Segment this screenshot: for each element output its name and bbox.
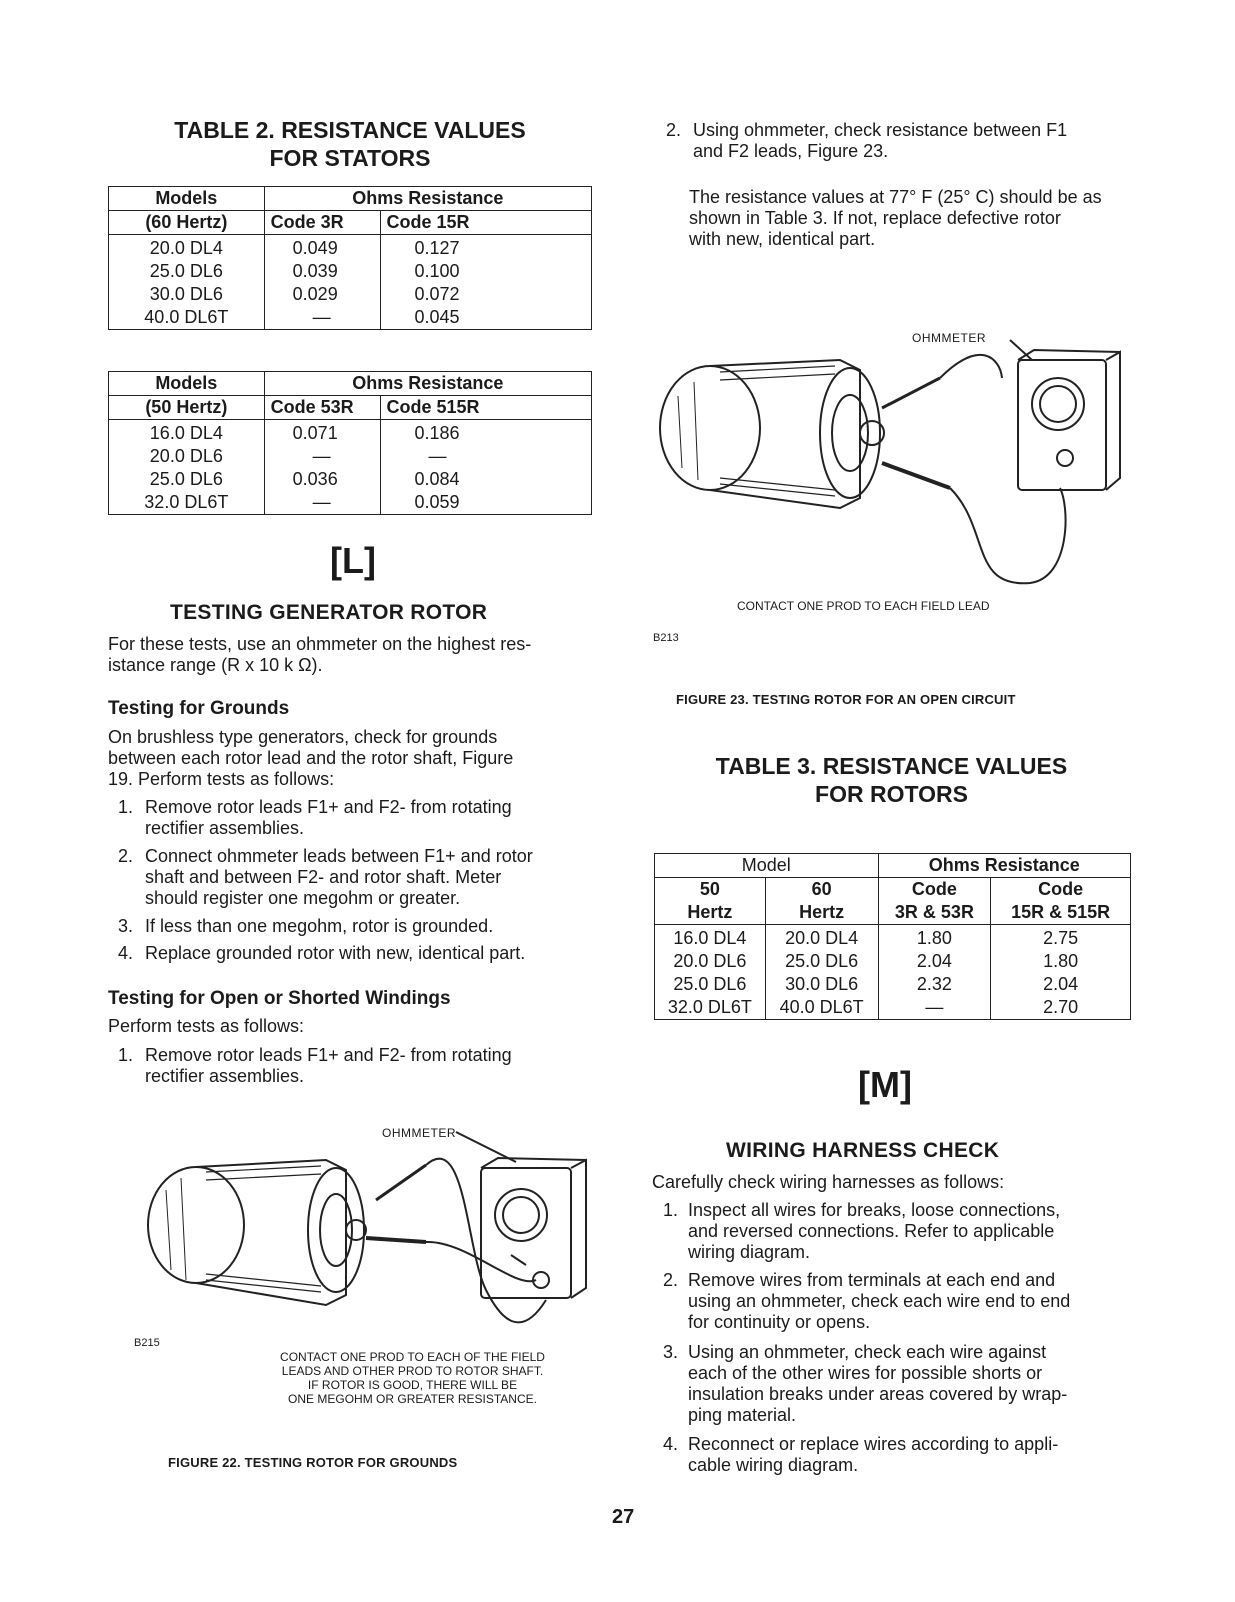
- text-line: On brushless type generators, check for grounds: [108, 727, 498, 747]
- table-row: [655, 925, 1131, 951]
- table2-title-line1: TABLE 2. RESISTANCE VALUES: [174, 117, 526, 143]
- cell: —: [264, 306, 380, 330]
- table-row: [109, 235, 592, 261]
- list-item: [118, 916, 598, 938]
- th-code-a: Code 3R: [264, 211, 380, 235]
- text-line: IF ROTOR IS GOOD, THERE WILL BE: [307, 1378, 518, 1392]
- section-marker-l: [L]: [330, 540, 376, 581]
- text-line: ONE MEGOHM OR GREATER RESISTANCE.: [288, 1392, 537, 1406]
- fig22-ohmmeter-label: OHMMETER: [382, 1126, 456, 1140]
- list-number: 2.: [663, 1270, 679, 1290]
- th-models: Models: [109, 372, 265, 396]
- grounds-heading: Testing for Grounds: [108, 698, 290, 719]
- text-line: Hertz: [687, 902, 733, 922]
- cell: 40.0 DL6T: [765, 996, 878, 1020]
- table-row: [655, 950, 1131, 973]
- fig22-rotor-ground-illustration: [126, 1130, 596, 1340]
- fig23-rotor-open-circuit-illustration: [650, 338, 1130, 588]
- text-line: Remove rotor leads F1+ and F2- from rotating: [145, 797, 512, 817]
- table-row: [109, 420, 592, 446]
- list-number: 3.: [118, 916, 134, 936]
- cell: 16.0 DL4: [655, 925, 766, 951]
- cell: 0.059: [380, 491, 592, 515]
- list-item: [666, 120, 1146, 164]
- cell: 25.0 DL6: [109, 260, 265, 283]
- text-line: rectifier assemblies.: [145, 1066, 305, 1086]
- cell: 25.0 DL6: [655, 973, 766, 996]
- th-hz: (50 Hertz): [109, 396, 265, 420]
- cell: 40.0 DL6T: [109, 306, 265, 330]
- table2-title-line2: FOR STATORS: [269, 145, 431, 171]
- list-item: [663, 1270, 1143, 1336]
- table-row: [655, 996, 1131, 1020]
- text-line: istance range (R x 10 k Ω).: [108, 655, 323, 675]
- table-row: [655, 973, 1131, 996]
- table-row: [109, 445, 592, 468]
- text-line: and reversed connections. Refer to applicable: [688, 1221, 1055, 1241]
- text-line: Replace grounded rotor with new, identical part.: [145, 943, 526, 963]
- text-line: The resistance values at 77° F (25° C) should be as: [689, 187, 1102, 207]
- text-line: 50: [699, 879, 720, 899]
- th-code-b: Code 515R: [380, 396, 592, 420]
- text-line: each of the other wires for possible shorts or: [688, 1363, 1043, 1383]
- th-code-15r: [991, 878, 1131, 925]
- cell: 30.0 DL6: [109, 283, 265, 306]
- list-item: [663, 1342, 1143, 1430]
- cell: 0.036: [264, 468, 380, 491]
- fig22-note: [240, 1350, 585, 1406]
- th-code-a: Code 53R: [264, 396, 380, 420]
- th-model: Model: [655, 854, 879, 878]
- cell: 30.0 DL6: [765, 973, 878, 996]
- cell: 25.0 DL6: [109, 468, 265, 491]
- text-line: Using an ohmmeter, check each wire against: [688, 1342, 1047, 1362]
- text-line: shaft and between F2- and rotor shaft. Meter: [145, 867, 502, 887]
- cell: —: [878, 996, 991, 1020]
- text-line: Reconnect or replace wires according to appli-: [688, 1434, 1059, 1454]
- list-item: [118, 1045, 598, 1089]
- th-code-b: Code 15R: [380, 211, 592, 235]
- cell: 20.0 DL4: [109, 235, 265, 261]
- cell: 16.0 DL4: [109, 420, 265, 446]
- cell: 0.100: [380, 260, 592, 283]
- list-number: 4.: [118, 943, 134, 963]
- cell: 0.072: [380, 283, 592, 306]
- cell: 2.04: [878, 950, 991, 973]
- harness-heading: WIRING HARNESS CHECK: [726, 1139, 1000, 1162]
- text-line: Using ohmmeter, check resistance between F1: [693, 120, 1068, 140]
- list-item: [118, 846, 598, 912]
- th-ohms: Ohms Resistance: [264, 187, 591, 211]
- cell: 32.0 DL6T: [655, 996, 766, 1020]
- text-line: insulation breaks under areas covered by wrap-: [688, 1384, 1068, 1404]
- rotor-intro: [108, 634, 531, 676]
- text-line: with new, identical part.: [689, 229, 876, 249]
- list-item: [663, 1200, 1143, 1266]
- list-item: [118, 943, 598, 965]
- cell: 0.045: [380, 306, 592, 330]
- text-line: 3R & 53R: [894, 902, 974, 922]
- fig23-caption: FIGURE 23. TESTING ROTOR FOR AN OPEN CIRCUIT: [676, 692, 1016, 707]
- list-number: 2.: [118, 846, 134, 866]
- harness-intro: Carefully check wiring harnesses as follows:: [652, 1172, 1005, 1192]
- text-line: LEADS AND OTHER PROD TO ROTOR SHAFT.: [281, 1364, 544, 1378]
- table3-title-line1: TABLE 3. RESISTANCE VALUES: [715, 753, 1068, 779]
- list-number: 3.: [663, 1342, 679, 1362]
- text-line: 15R & 515R: [1011, 902, 1111, 922]
- table2-50hz: [108, 371, 592, 515]
- th-hz: (60 Hertz): [109, 211, 265, 235]
- text-line: For these tests, use an ohmmeter on the highest res-: [108, 634, 532, 654]
- text-line: should register one megohm or greater.: [145, 888, 461, 908]
- table-row: [109, 491, 592, 515]
- fig23-ohmmeter-label: OHMMETER: [912, 331, 986, 345]
- cell: 0.127: [380, 235, 592, 261]
- text-line: CONTACT ONE PROD TO EACH OF THE FIELD: [280, 1350, 545, 1364]
- text-line: shown in Table 3. If not, replace defective rotor: [689, 208, 1061, 228]
- fig22-code: B215: [134, 1337, 160, 1349]
- text-line: between each rotor lead and the rotor shaft, Figure: [108, 748, 514, 768]
- text-line: Remove wires from terminals at each end and: [688, 1270, 1056, 1290]
- text-line: wiring diagram.: [688, 1242, 811, 1262]
- fig23-code: B213: [653, 632, 679, 644]
- cell: 0.084: [380, 468, 592, 491]
- cell: 20.0 DL6: [109, 445, 265, 468]
- cell: 32.0 DL6T: [109, 491, 265, 515]
- cell: 1.80: [878, 925, 991, 951]
- rotor-heading: TESTING GENERATOR ROTOR: [170, 601, 488, 624]
- fig23-note: CONTACT ONE PROD TO EACH FIELD LEAD: [737, 599, 990, 613]
- cell: —: [264, 491, 380, 515]
- text-line: Inspect all wires for breaks, loose connections,: [688, 1200, 1061, 1220]
- cell: —: [380, 445, 592, 468]
- cell: 0.039: [264, 260, 380, 283]
- cell: 2.32: [878, 973, 991, 996]
- text-line: Code: [1038, 879, 1084, 899]
- text-line: for continuity or opens.: [688, 1312, 871, 1332]
- th-50hz: [655, 878, 766, 925]
- text-line: using an ohmmeter, check each wire end to end: [688, 1291, 1071, 1311]
- table2-60hz: [108, 186, 592, 330]
- text-line: Connect ohmmeter leads between F1+ and rotor: [145, 846, 533, 866]
- table-row: [109, 306, 592, 330]
- cell: 1.80: [991, 950, 1131, 973]
- table-row: [109, 468, 592, 491]
- text-line: 60: [811, 879, 832, 899]
- th-ohms: Ohms Resistance: [878, 854, 1130, 878]
- cell: 2.04: [991, 973, 1131, 996]
- table3-rotors: [654, 853, 1131, 1020]
- cell: 25.0 DL6: [765, 950, 878, 973]
- open-windings-heading: Testing for Open or Shorted Windings: [108, 988, 451, 1009]
- text-line: rectifier assemblies.: [145, 818, 305, 838]
- text-line: Code: [911, 879, 957, 899]
- list-item: [663, 1434, 1143, 1478]
- text-line: If less than one megohm, rotor is grounded.: [145, 916, 494, 936]
- cell: —: [264, 445, 380, 468]
- cell: 2.70: [991, 996, 1131, 1020]
- text-line: ping material.: [688, 1405, 797, 1425]
- open-windings-paragraph: Perform tests as follows:: [108, 1016, 305, 1036]
- cell: 0.029: [264, 283, 380, 306]
- cell: 0.186: [380, 420, 592, 446]
- text-line: and F2 leads, Figure 23.: [693, 141, 889, 161]
- page-number: 27: [612, 1506, 635, 1528]
- table3-title: [654, 752, 1129, 808]
- th-models: Models: [109, 187, 265, 211]
- th-60hz: [765, 878, 878, 925]
- list-item: [118, 797, 598, 841]
- text-line: Remove rotor leads F1+ and F2- from rotating: [145, 1045, 512, 1065]
- list-number: 1.: [118, 1045, 134, 1065]
- list-number: 1.: [663, 1200, 679, 1220]
- list-number: 1.: [118, 797, 134, 817]
- table3-title-line2: FOR ROTORS: [815, 781, 968, 807]
- cell: 0.071: [264, 420, 380, 446]
- cell: 0.049: [264, 235, 380, 261]
- th-code-3r: [878, 878, 991, 925]
- rotor-resistance-paragraph: [689, 187, 1102, 250]
- th-ohms: Ohms Resistance: [264, 372, 591, 396]
- list-number: 2.: [666, 120, 682, 140]
- cell: 20.0 DL6: [655, 950, 766, 973]
- table-row: [109, 260, 592, 283]
- section-marker-m: [M]: [858, 1064, 912, 1105]
- grounds-paragraph: [108, 727, 513, 790]
- fig22-caption: FIGURE 22. TESTING ROTOR FOR GROUNDS: [168, 1455, 458, 1470]
- text-line: cable wiring diagram.: [688, 1455, 859, 1475]
- table2-title: [108, 116, 592, 172]
- list-number: 4.: [663, 1434, 679, 1454]
- text-line: Hertz: [799, 902, 845, 922]
- text-line: 19. Perform tests as follows:: [108, 769, 335, 789]
- cell: 2.75: [991, 925, 1131, 951]
- cell: 20.0 DL4: [765, 925, 878, 951]
- table-row: [109, 283, 592, 306]
